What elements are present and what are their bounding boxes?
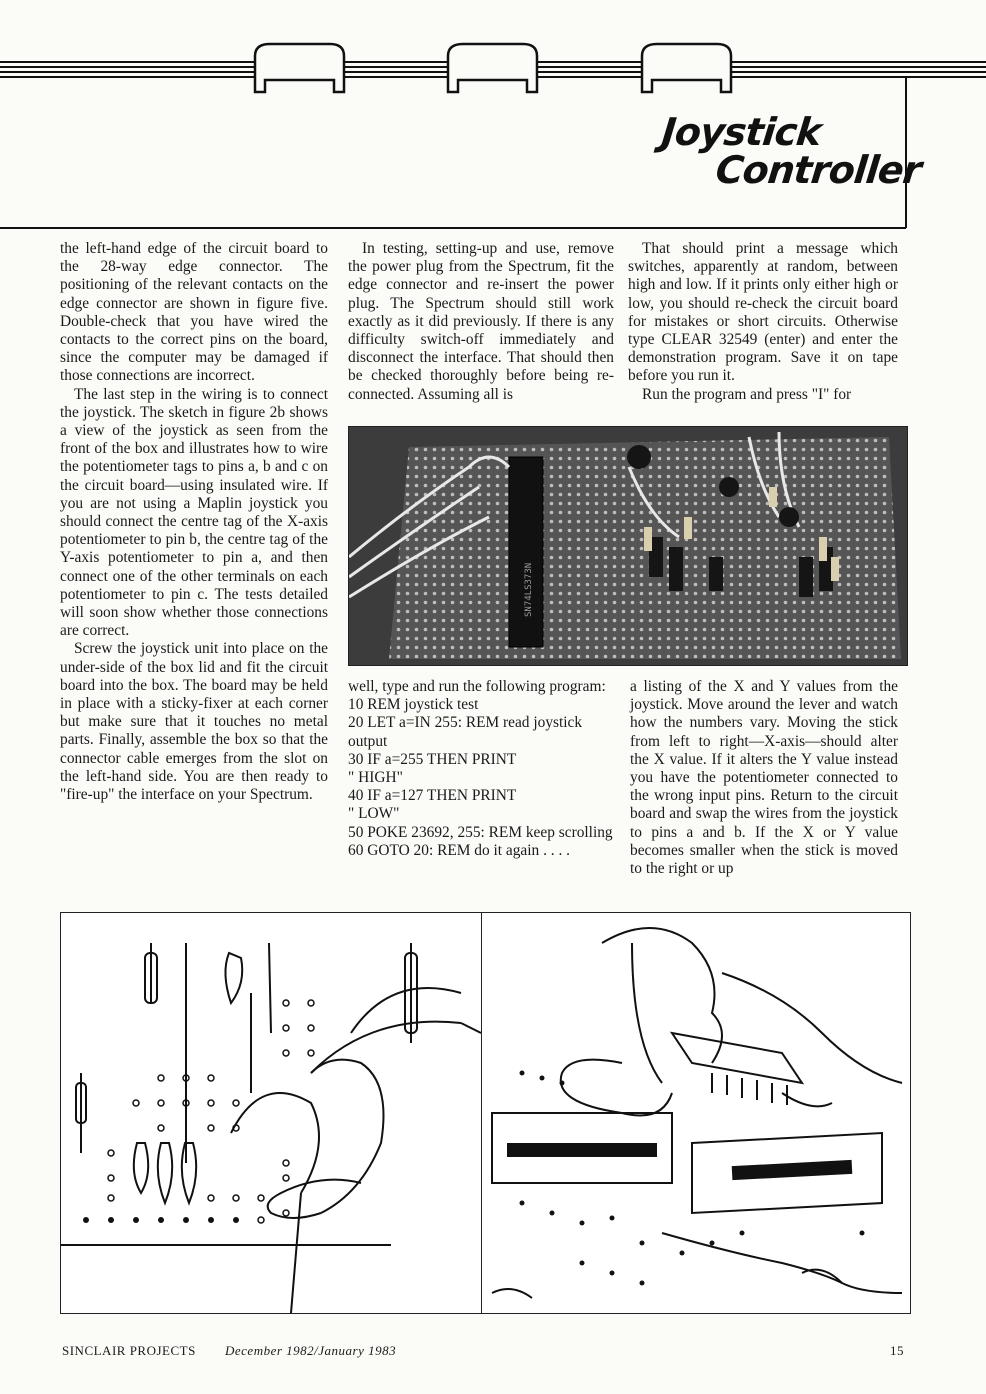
paragraph: In testing, setting-up and use, remove the power plug from the Spectrum, fit the edge connector and re-insert the power plug. The Spectrum should still work exactly as it did previously. If there is any difficulty switch-off immediately and disconnect the interface. That should then be checked thoroughly before being re-connected. Assuming all is bbox=[348, 240, 614, 403]
program-line: 60 GOTO 20: REM do it again . . . . bbox=[348, 841, 571, 859]
footer-date: December 1982/January 1983 bbox=[225, 1343, 397, 1358]
illustration-chip-insertion bbox=[482, 912, 911, 1314]
program-line: 10 REM joystick test bbox=[348, 696, 479, 714]
text-column-1 bbox=[60, 240, 328, 804]
page-number: 15 bbox=[890, 1343, 904, 1358]
text-column-3-bottom bbox=[630, 678, 898, 878]
illustration-wiring-board bbox=[60, 912, 482, 1314]
header-banner bbox=[0, 0, 986, 240]
circuit-board-photo bbox=[348, 426, 908, 666]
footer-publication: SINCLAIR PROJECTS bbox=[62, 1343, 196, 1358]
paragraph: Run the program and press "I" for bbox=[642, 385, 852, 403]
paragraph: well, type and run the following program: bbox=[348, 678, 606, 695]
program-line: 20 LET a=IN 255: REM read joystick output bbox=[348, 714, 583, 750]
program-line: 40 IF a=127 THEN PRINT bbox=[348, 787, 517, 805]
program-line: " HIGH" bbox=[348, 769, 403, 787]
paragraph: a listing of the X and Y values from the joystick. Move around the lever and watch how the numbers vary. Moving the stick from left to right—X-axis—should alter the X value. If it alters the Y value instead you have the potentiometer connected to the wrong input pins. Return to the circuit board and swap the wires from the joystick to pins a and b. If the X or Y value becomes smaller when the stick is moved to the right or up bbox=[630, 678, 898, 878]
paragraph: The last step in the wiring is to connect the joystick. The sketch in figure 2b shows a view of the joystick as seen from the front of the box and illustrates how to wire the potentiometer tags to pins a, b and c on the circuit board—using insulated wire. If you are not using a Maplin joystick you should connect the centre tag of the X-axis potentiometer to pin b, the centre tag of the Y-axis potentiometer to pin a, and then connect one of the other terminals on each potentiometer to pin c. The tests detailed will soon show whether those connections are correct. bbox=[60, 385, 328, 640]
text-column-3-top bbox=[628, 240, 898, 404]
program-line: 50 POKE 23692, 255: REM keep scrolling bbox=[348, 823, 613, 841]
program-line: " LOW" bbox=[348, 805, 400, 823]
paragraph: Screw the joystick unit into place on the under-side of the box lid and fit the circuit board into the box. The board may be held in place with a sticky-fixer at each corner but make sure that it touches no metal parts. Finally, assemble the box so that the connector cable emerges from the slot on the left-hand side. You are then ready to "fire-up" the interface on your Spectrum. bbox=[60, 640, 328, 804]
cable-clip bbox=[255, 44, 731, 92]
article-title-line2: Controller bbox=[713, 148, 923, 192]
paragraph: the left-hand edge of the circuit board to the 28-way edge connector. The positioning of the relevant contacts on the edge connector are shown in figure five. Double-check that you have wired the contacts to the correct pins on the board, since the computer may be damaged if those connections are incorrect. bbox=[60, 240, 328, 385]
article-title-line1: Joystick bbox=[659, 110, 823, 154]
program-line: 30 IF a=255 THEN PRINT bbox=[348, 750, 517, 768]
text-column-2-top bbox=[348, 240, 614, 404]
paragraph: That should print a message which switches, apparently at random, between high and low. If it prints only either high or low, you should re-check the circuit board for mistakes or short circuits. Otherwise type CLEAR 32549 (enter) and enter the demonstration program. Save it on tape before you run it. bbox=[628, 240, 898, 385]
text-column-2-bottom bbox=[348, 678, 618, 860]
chip-label: SN74LS373N bbox=[524, 562, 534, 617]
